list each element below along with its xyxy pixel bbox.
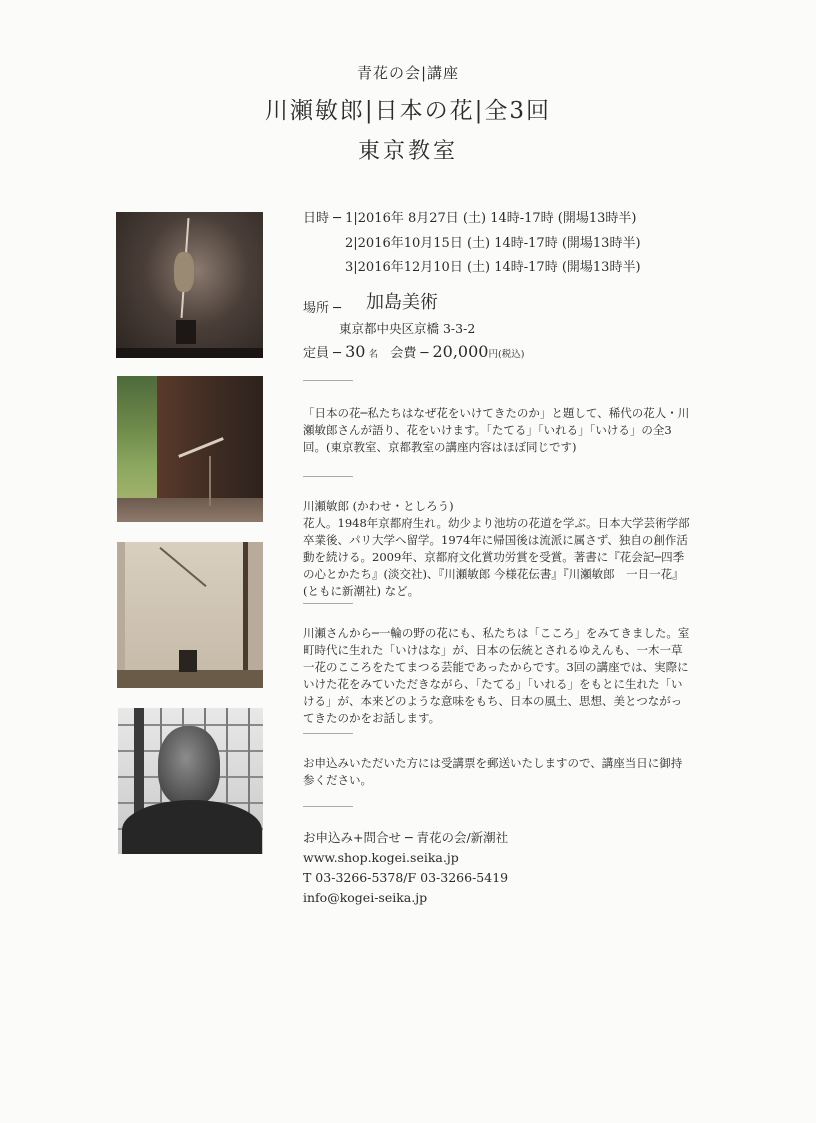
divider [303,733,353,734]
profile-name: 川瀬敏郎 (かわせ・としろう) [303,499,454,513]
intro-paragraph: 「日本の花─私たちはなぜ花をいけてきたのか」と題して、稀代の花人・川瀬敏郎さんが語り、花をいけます。「たてる」「いれる」「いける」の全3回。(東京教室、京都教室の講座内容はほぼ同じです) [303,406,690,454]
contact-label: お申込み+問合せ ─ 青花の会/新潮社 [303,830,509,845]
schedule-session-2: 2|2016年10月15日 (土) 14時-17時 (開場13時半) [345,236,641,251]
divider [303,806,353,807]
schedule-session-1: 日時 ─ 1|2016年 8月27日 (土) 14時-17時 (開場13時半) [303,211,637,226]
divider [303,603,353,604]
portrait-photo [118,708,263,854]
fee-value: 20,000 [432,342,489,361]
capacity-value: 30 [345,342,366,361]
ikebana-photo-1 [116,212,263,358]
divider [303,380,353,381]
header-location: 東京教室 [357,139,458,164]
message-paragraph: 川瀬さんから─一輪の野の花にも、私たちは「こころ」をみてきました。室町時代に生れた「いけはな」が、日本の伝統とされるゆえんも、一木一草一花のこころをたてまつる芸能であったからです。3回の講座では、実際にいけた花をみていただきながら、「たてる」「いれる」をもとに生れた「いける」が、本来どのような意味をもち、日本の風土、思想、美とつながってきたのかをお話します。 [303,626,690,725]
schedule-session-3: 3|2016年12月10日 (土) 14時-17時 (開場13時半) [345,260,641,275]
ikebana-photo-3 [117,542,263,688]
venue-name: 加島美術 [366,292,438,313]
venue-address: 東京都中央区京橋 3-3-2 [339,321,476,336]
ikebana-photo-2 [117,376,263,522]
profile-paragraph: 花人。1948年京都府生れ。幼少より池坊の花道を学ぶ。日本大学芸術学部卒業後、パリ大学へ留学。1974年に帰国後は流派に属さず、独自の創作活動を続ける。2009年、京都府文化賞功労賞を受賞。著書に『花会記─四季の心とかたち』(淡交社)、『川瀬敏郎 今様花伝書』『川瀬敏郎 一日一花』(ともに新潮社) など。 [303,516,690,598]
notice-paragraph: お申込みいただいた方には受講票を郵送いたしますので、講座当日に御持参ください。 [303,756,683,787]
venue-label: 場所 ─ [303,301,341,316]
schedule-label: 日時 ─ [303,211,341,226]
contact-email[interactable]: info@kogei-seika.jp [303,890,428,905]
divider [303,476,353,477]
contact-phone: T 03-3266-5378/F 03-3266-5419 [303,870,509,885]
capacity-fee-line: 定員 ─ 30 名 会費 ─ 20,000円(税込) [303,342,525,361]
header-subtitle: 青花の会|講座 [356,64,460,82]
header-title: 川瀬敏郎|日本の花|全3回 [264,98,552,124]
contact-url[interactable]: www.shop.kogei.seika.jp [303,850,459,865]
